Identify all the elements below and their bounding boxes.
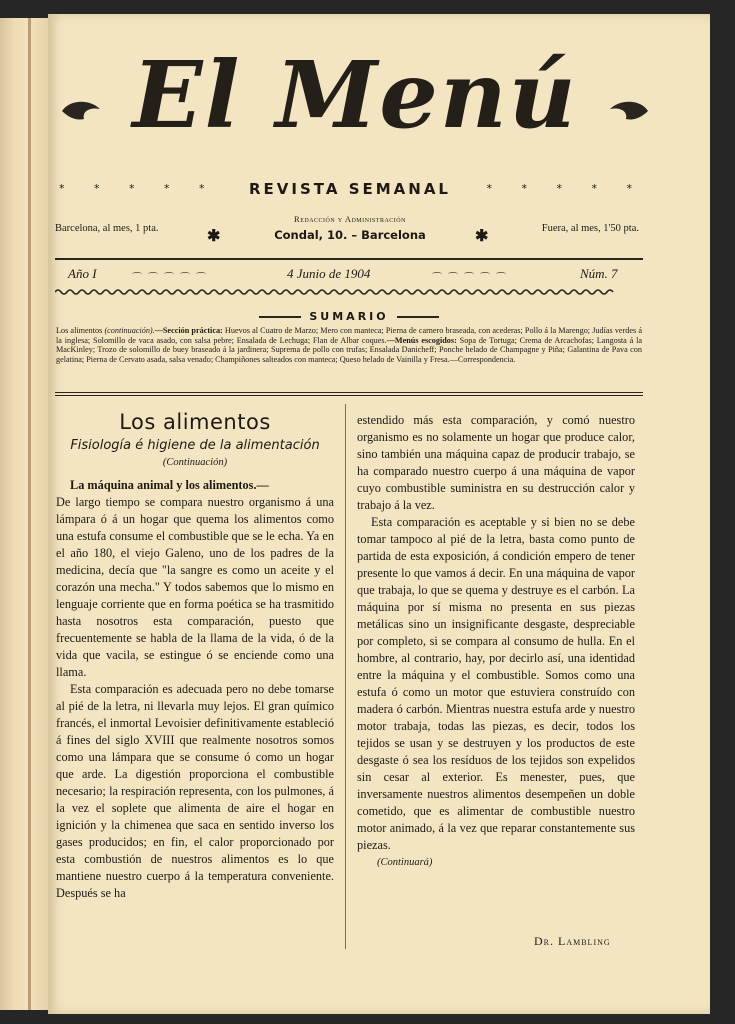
asterisk-icon: ✱ — [475, 228, 489, 245]
section-lead: La máquina animal y los alimentos.— — [70, 478, 269, 492]
issue-bar — [62, 266, 637, 284]
address-label: Redacción y Administración — [294, 214, 406, 224]
wavy-rule — [55, 288, 643, 296]
masthead — [60, 35, 650, 155]
publication-title: El Menú — [132, 41, 578, 149]
stars-right: * * * * * — [486, 182, 645, 195]
issue-number: Núm. 7 — [580, 266, 618, 281]
article-subtitle: Fisiología é higiene de la alimentación — [70, 438, 320, 453]
divider — [55, 392, 643, 393]
sumario-text: Los alimentos (continuación).—Sección práctica: Huevos al Cuatro de Marzo; Mero con manteca; Pierna de carnero braseada, con acederas; Pollo á la Marengo; Judías verdes á la inglesa; Solomillo de vaca asado, con salsa pebre; Ensalada de Lechuga; Flan de Albar coques.—Menús escogidos: Sopa de Tortuga; Crema de Arcachofas; Langosta á la MacKinley; Trozo de solomillo de buey braseado á la jardinera; Suprema de pollo con trufas; Ensalada Danicheff; Ponche helado de Champagne y Piña; Galantina de Pava con gelatina; Pierna de Cervato asada, salsa venado; Champiñones salteados con manteca; Queso helado de Vainilla y Fresa.—Correspondencia. — [56, 326, 643, 364]
divider — [55, 395, 643, 396]
column-divider — [345, 404, 346, 949]
divider — [55, 258, 643, 260]
publication-subtitle: REVISTA SEMANAL — [249, 180, 451, 198]
book-binding — [0, 18, 48, 1010]
article-paragraph: estendido más esta comparación, y comó nuestro organismo es no solamente un hogar que produce calor, sino también una máquina capaz de producir trabajo, se ha comparado nuestro cuerpo á una máquina de vapor cuyo combustible suministra en su destrucción calor y trabajo á la vez. — [357, 413, 635, 512]
dash-ornament: ⌒⌒⌒⌒⌒ — [432, 273, 512, 284]
dash-ornament: ⌒⌒⌒⌒⌒ — [132, 273, 212, 284]
article-paragraph: Esta comparación es aceptable y si bien no se debe tomar tampoco al pié de la letra, basta como punto de partida de esta exposición, á condición empero de tener presente lo que vamos á decir. En una máquina de vapor que trabaja, lo que se quema y destruye es el carbón. La máquina por sí misma no presenta en sus piezas metálicas sino un insignificante desgaste, despreciable por completo, si se compara al consumo de hulla. En el hombre, al contrario, hay, por decirlo así, una identidad entre la máquina y el combustible. Somos como una estufa ó como un motor que estuviera construído con madera ó carbón. Mientras nuestra estufa arde y nuestro motor trabaja, todas las piezas, es decir, todos los tejidos se usan y se destruyen y los productos de este desgaste ó sea los resíduos de los tejidos son expelidos sin cesar al exterior. Es menester, pues, que inversamente nuestros alimentos desempeñen un doble cometido, que es alimentar de combustible nuestro motor animado, á la vez que reparar constantemente sus piezas. — [357, 515, 635, 852]
article-paragraph: La máquina animal y los alimentos.— De largo tiempo se compara nuestro organismo á una lámpara ó á un hogar que quema los alimentos como una estufa consume el combustible que se le echa. Ya en el año 180, el viejo Galeno, uno de los padres de la medicina, decía que "la sangre es como un aceite y el corazón una mecha." Y todos sabemos que lo mismo en lenguaje corriente que en forma poética se ha trasmitido hasta nosotros esta comparación, puesto que frecuentemente se habla de la llama de la vida, ó de la vida que vacila, se estingue ó se enciende como una llama. — [56, 478, 334, 679]
local-price: Barcelona, al mes, 1 pta. — [55, 223, 159, 234]
article-column-left — [56, 408, 334, 902]
article-continuation: (Continuación) — [162, 457, 228, 468]
asterisk-icon: ✱ — [207, 228, 221, 245]
article-column-right — [357, 412, 635, 871]
subscription-info — [55, 214, 645, 250]
outside-price: Fuera, al mes, 1'50 pta. — [541, 223, 639, 234]
sumario-heading: SUMARIO — [55, 310, 643, 323]
author-signature: Dr. Lambling — [534, 934, 611, 948]
subtitle-row — [55, 180, 645, 204]
continued-note: (Continuará) — [377, 857, 433, 868]
address-text: Condal, 10. – Barcelona — [274, 228, 426, 242]
leaf-ornament-icon — [608, 97, 650, 125]
stars-left: * * * * * — [59, 182, 218, 195]
issue-year: Año I — [68, 266, 97, 281]
article-title: Los alimentos — [119, 410, 271, 434]
article-paragraph: Esta comparación es adecuada pero no debe tomarse al pié de la letra, ni llevarla muy lejos. El gran químico francés, el inmortal Levoisier definitivamente estableció á fines del siglo XVIII que realmente nosotros somos como una lámpara que se consume ó como un hogar que arde. La digestión proporciona el combustible necesario; la respiración representa, con los pulmones, á la vez el soplete que alimenta de aire el hogar en ignición y la chimenea que saca en sentido inverso los gases producidos; en fin, el calor proporcionado por esta combustión de nuestros alimentos es lo que mantiene nuestro cuerpo á la temperatura conveniente. Después se ha — [56, 682, 334, 900]
issue-date: 4 Junio de 1904 — [287, 266, 371, 281]
